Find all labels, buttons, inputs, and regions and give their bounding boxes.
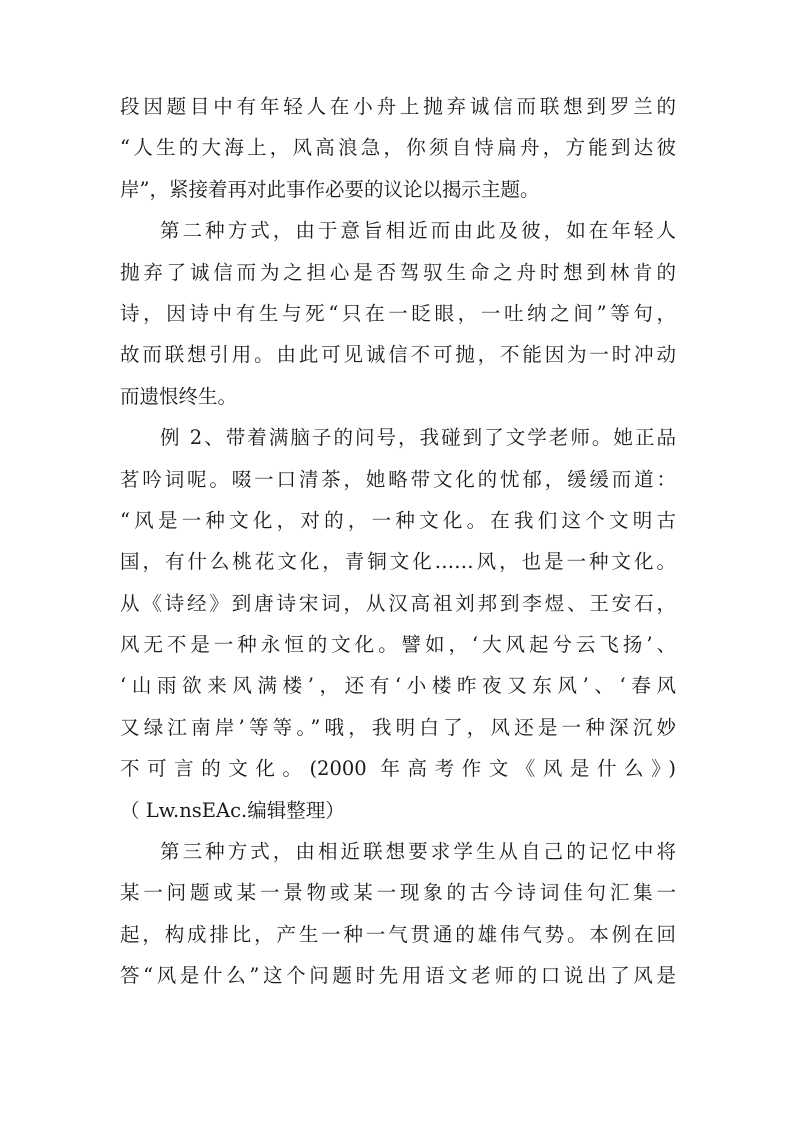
text-line: （ Lw.nsEAc.编辑整理）: [120, 798, 345, 822]
text-line: 风无不是一种永恒的文化。譬如，‘大风起兮云飞扬’、: [120, 633, 676, 657]
text-line: 起，构成排比，产生一种一气贯通的雄伟气势。本例在回: [120, 922, 676, 946]
text-line: 诗，因诗中有生与死“只在一眨眼，一吐纳之间”等句，: [120, 301, 676, 325]
text-line: 第二种方式，由于意旨相近而由此及彼，如在年轻人: [160, 219, 676, 243]
text-line: 答“风是什么”这个问题时先用语文老师的口说出了风是: [120, 964, 676, 988]
text-line: “人生的大海上，风高浪急，你须自恃扁舟，方能到达彼: [120, 136, 676, 160]
text-line: 段因题目中有年轻人在小舟上抛弃诚信而联想到罗兰的: [120, 95, 676, 118]
text-line: 故而联想引用。由此可见诚信不可抛，不能因为一时冲动: [120, 343, 676, 367]
text-line: “风是一种文化，对的，一种文化。在我们这个文明古: [120, 508, 676, 532]
text-line: 例 2、带着满脑子的问号，我碰到了文学老师。她正品: [160, 426, 676, 450]
text-line: 而遗恨终生。: [120, 384, 238, 408]
text-line: 从《诗经》到唐诗宋词，从汉高祖刘邦到李煜、王安石，: [120, 591, 676, 615]
document-page: [120, 86, 676, 997]
text-line: 不可言的文化。(2000 年高考作文《风是什么》): [120, 757, 676, 781]
text-line: 第三种方式，由相近联想要求学生从自己的记忆中将: [160, 840, 676, 864]
text-line: 某一问题或某一景物或某一现象的古今诗词佳句汇集一: [120, 881, 676, 905]
text-line: 茗吟词呢。啜一口清茶，她略带文化的忧郁，缓缓而道：: [120, 467, 676, 491]
text-line: 国，有什么桃花文化，青铜文化……风，也是一种文化。: [120, 550, 676, 574]
text-line: 抛弃了诚信而为之担心是否驾驭生命之舟时想到林肯的: [120, 260, 676, 284]
text-line: ‘山雨欲来风满楼’，还有‘小楼昨夜又东风’、‘春风: [120, 674, 676, 698]
text-line: 岸”，紧接着再对此事作必要的议论以揭示主题。: [120, 177, 540, 201]
text-line: 又绿江南岸’等等。”哦，我明白了，风还是一种深沉妙: [120, 715, 676, 739]
